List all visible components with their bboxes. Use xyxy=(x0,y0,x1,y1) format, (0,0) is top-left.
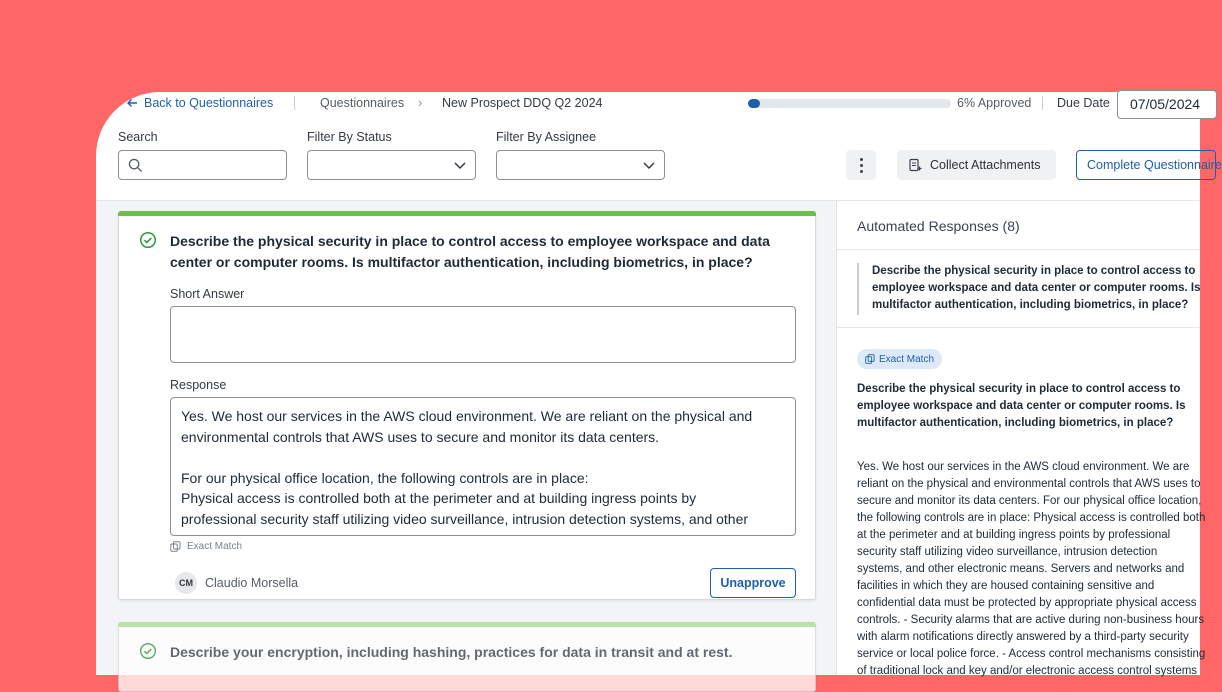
chevron-down-icon xyxy=(453,158,467,172)
question-text: Describe the physical security in place to control access to employee workspace and data center or computer rooms. Is multifactor authentication, including biometrics, in place? xyxy=(170,233,770,270)
automated-responses-pane xyxy=(837,201,1206,677)
search-label: Search xyxy=(118,130,158,144)
matched-answer-line: at the perimeter and at building ingress points by professional xyxy=(857,529,1171,541)
matched-answer-line: service or local police force. - Access control mechanisms consisting xyxy=(857,648,1206,660)
kebab-icon xyxy=(860,158,863,161)
unapprove-button[interactable]: Unapprove xyxy=(710,568,796,598)
matched-question[interactable]: Describe the physical security in place to control access to employee workspace and data center or computer rooms. Is multifactor authentication, including biometrics, in place? xyxy=(857,383,1186,429)
matched-answer-line: confidential data must be protected by appropriate physical access xyxy=(857,597,1197,609)
question-card[interactable] xyxy=(118,622,816,692)
more-options-button[interactable] xyxy=(846,150,876,180)
matched-answer-line: secure and monitor its data centers. For our physical office location, xyxy=(857,495,1202,507)
status-filter-select[interactable] xyxy=(307,150,476,180)
assignee-filter-label: Filter By Assignee xyxy=(496,130,597,144)
approval-progress-bar xyxy=(748,99,951,108)
back-to-questionnaires-link[interactable] xyxy=(126,96,273,110)
matched-answer-line: with alarm notifications directly answered by a third-party security xyxy=(857,631,1189,643)
short-answer-label: Short Answer xyxy=(170,287,245,301)
app-window xyxy=(96,92,1222,677)
matched-answer[interactable] xyxy=(857,459,1217,680)
matched-answer-line: facilities in which they are housed containing sensitive and xyxy=(857,580,1155,592)
collect-attachments-button[interactable] xyxy=(897,150,1056,180)
assignee-filter-select[interactable] xyxy=(496,150,665,180)
matched-answer-line: of traditional lock and key and/or electronic access control systems xyxy=(857,665,1198,677)
attachment-icon xyxy=(908,158,922,172)
quoted-question: Describe the physical security in place to control access to employee workspace and data center or computer rooms. Is multifactor authentication, including biometrics, in place? xyxy=(872,265,1201,311)
short-answer-field[interactable] xyxy=(170,306,796,363)
divider xyxy=(837,327,1200,328)
approval-progress-fill xyxy=(748,99,760,108)
matched-answer-line: controls. - Security alarms that are active during non-business hours xyxy=(857,614,1205,626)
breadcrumb-current: New Prospect DDQ Q2 2024 xyxy=(442,96,603,110)
chevron-down-icon xyxy=(642,158,656,172)
complete-questionnaire-button[interactable]: Complete Questionnaire xyxy=(1076,150,1216,180)
breadcrumb-questionnaires[interactable]: Questionnaires xyxy=(320,96,405,110)
divider xyxy=(1042,96,1043,110)
divider xyxy=(294,96,295,110)
due-date-label: Due Date xyxy=(1057,96,1110,110)
automated-responses-title: Automated Responses (8) xyxy=(857,218,1020,234)
assignee-name: Claudio Morsella xyxy=(205,576,299,590)
top-bar xyxy=(96,92,1200,116)
back-link-label: Back to Questionnaires xyxy=(144,96,274,110)
copy-icon xyxy=(170,541,181,552)
questions-pane xyxy=(96,201,836,675)
search-icon xyxy=(128,158,143,173)
copy-icon xyxy=(865,354,875,364)
check-circle-icon xyxy=(139,642,157,660)
response-field[interactable]: Yes. We host our services in the AWS cloud environment. We are reliant on the physical and environmental controls that AWS uses to secure and monitor its data centers. For our physical office location, the following controls are in place: Physical access is controlled both at the perimeter and at building ingress points by professional security staff utilizing video surveillance, intrusion detection systems, and other xyxy=(170,397,796,536)
arrow-left-icon xyxy=(126,97,138,109)
check-circle-icon xyxy=(139,231,157,249)
divider xyxy=(837,249,1200,250)
breadcrumb-chevron-icon: › xyxy=(418,95,423,110)
approved-status-bar xyxy=(118,211,816,216)
avatar: CM xyxy=(175,572,197,594)
matched-answer-line: security staff utilizing video surveillance, intrusion detection xyxy=(857,546,1158,558)
exact-match-badge: Exact Match xyxy=(857,349,942,369)
matched-answer-line: the following controls are in place: Physical access is controlled both xyxy=(857,512,1206,524)
matched-answer-line: reliant on the physical and environmental controls that AWS uses to xyxy=(857,478,1201,490)
question-text: Describe your encryption, including hashing, practices for data in transit and at rest. xyxy=(170,644,733,660)
status-filter-label: Filter By Status xyxy=(307,130,392,144)
collect-attachments-label: Collect Attachments xyxy=(930,158,1041,172)
due-date-input[interactable]: 07/05/2024 xyxy=(1117,90,1217,119)
approved-status-bar xyxy=(118,622,816,627)
approved-percent: 6% Approved xyxy=(957,96,1032,110)
response-label: Response xyxy=(170,378,227,392)
search-input[interactable] xyxy=(118,150,287,180)
question-card[interactable] xyxy=(118,211,816,600)
matched-answer-line: systems, and other electronic means. Servers and networks and xyxy=(857,563,1185,575)
exact-match-indicator: Exact Match xyxy=(170,541,242,552)
quote-bar xyxy=(857,263,859,315)
matched-answer-line: Yes. We host our services in the AWS cloud environment. We are xyxy=(857,461,1190,473)
